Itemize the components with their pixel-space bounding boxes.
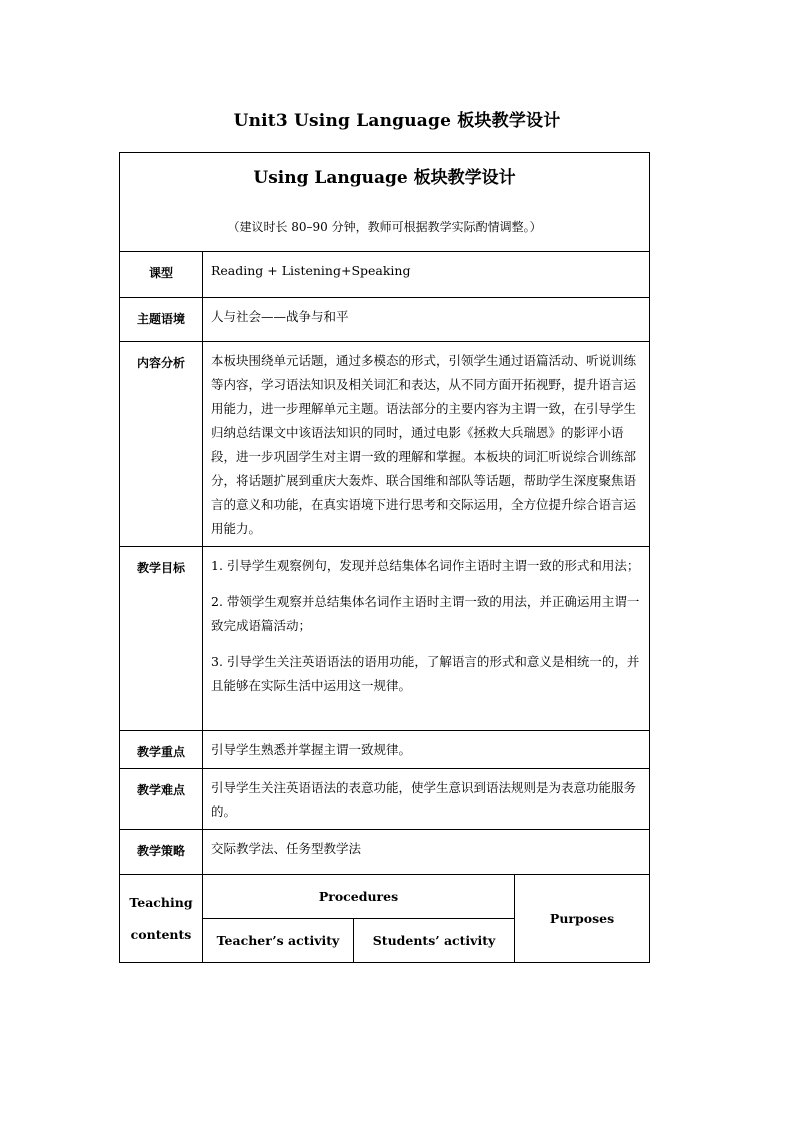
- row-value: 本板块围绕单元话题，通过多模态的形式，引领学生通过语篇活动、听说训练等内容，学习语法知识及相关词汇和表达，从不同方面开拓视野，提升语言运用能力，进一步理解单元主题。语法部分的主要内容为主谓一致，在引导学生归纳总结课文中该语法知识的同时，通过电影《拯救大兵瑞恩》的影评小语段，进一步巩固学生对主谓一致的理解和掌握。本板块的词汇听说综合训练部分，将话题扩展到重庆大轰炸、联合国维和部队等话题，帮助学生深度聚焦语言的意义和功能，在真实语境下进行思考和交际运用，全方位提升综合语言运用能力。: [203, 342, 650, 547]
- row-value: [203, 547, 650, 731]
- table-header-row: [120, 153, 650, 252]
- row-value: 人与社会——战争与和平: [203, 298, 650, 342]
- goal-item: 1. 引导学生观察例句，发现并总结集体名词作主语时主谓一致的形式和用法；: [211, 558, 640, 573]
- table-header-title: Using Language 板块教学设计: [253, 168, 516, 188]
- goal-item: 3. 引导学生关注英语语法的语用功能，了解语言的形式和意义是相统一的，并且能够在实际生活中运用这一规律。: [211, 654, 640, 693]
- teaching-contents-header: Teaching contents: [120, 875, 203, 963]
- row-label: 教学难点: [120, 769, 203, 830]
- table-row-difficult-points: [120, 769, 650, 830]
- row-label: 课型: [120, 252, 203, 298]
- row-value: 引导学生关注英语语法的表意功能，使学生意识到语法规则是为表意功能服务的。: [203, 769, 650, 830]
- table-row-key-points: [120, 731, 650, 769]
- table-row-teaching-goals: [120, 547, 650, 731]
- table-row-course-type: [120, 252, 650, 298]
- row-value: Reading + Listening+Speaking: [203, 252, 650, 298]
- row-label: 教学策略: [120, 830, 203, 875]
- table-row-strategy: [120, 830, 650, 875]
- table-row-theme-context: [120, 298, 650, 342]
- lesson-plan-table: [119, 152, 650, 963]
- row-label: 教学重点: [120, 731, 203, 769]
- row-label: 主题语境: [120, 298, 203, 342]
- goal-item: 2. 带领学生观察并总结集体名词作主语时主谓一致的用法，并正确运用主谓一致完成语篇活动；: [211, 594, 640, 633]
- purposes-header: Purposes: [515, 875, 650, 963]
- students-activity-header: Students’ activity: [354, 919, 515, 963]
- table-header-cell: [120, 153, 650, 252]
- row-label: 内容分析: [120, 342, 203, 547]
- procedures-header: Procedures: [203, 875, 515, 919]
- row-value: 引导学生熟悉并掌握主谓一致规律。: [203, 731, 650, 769]
- table-row-content-analysis: [120, 342, 650, 547]
- teacher-activity-header: Teacher’s activity: [203, 919, 354, 963]
- row-value: 交际教学法、任务型教学法: [203, 830, 650, 875]
- table-header-subtitle: （建议时长 80–90 分钟，教师可根据教学实际酌情调整。）: [227, 220, 542, 234]
- row-label: 教学目标: [120, 547, 203, 731]
- procedures-header-row: [120, 875, 650, 919]
- document-title: Unit3 Using Language 板块教学设计: [233, 111, 561, 131]
